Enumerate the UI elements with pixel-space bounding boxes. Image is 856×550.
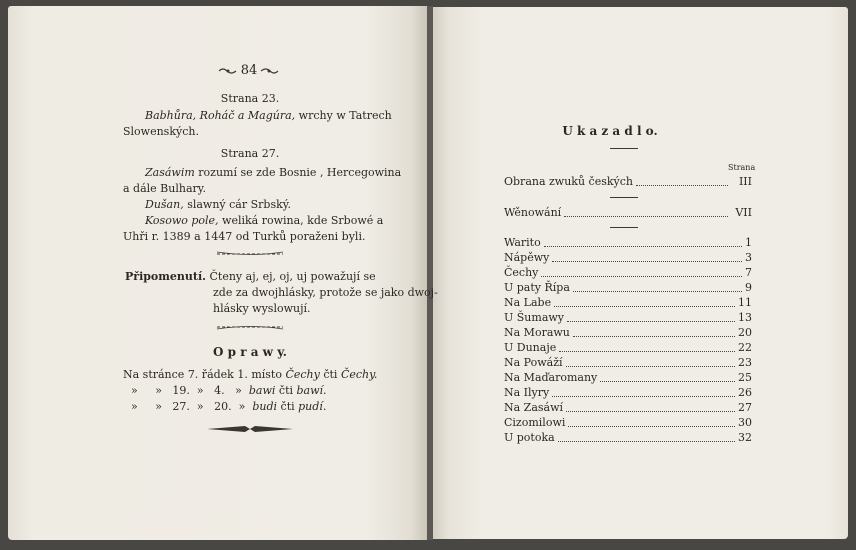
- note-27-l1-rest: rozumí se zde Bosnie , Hercegowina: [194, 166, 402, 179]
- divider-ornament-2-icon: [215, 323, 285, 331]
- toc-leader-dots: [567, 321, 735, 322]
- toc-entry-page: 27: [738, 401, 752, 414]
- toc-entry-label: Čechy: [504, 266, 539, 279]
- rule-after-obrana: [610, 197, 638, 198]
- toc-entry-label: Obrana zwuků českých: [504, 175, 633, 188]
- toc-entry-page: III: [738, 175, 752, 188]
- errata-2-d: bawí.: [296, 384, 327, 397]
- toc-leader-dots: [636, 185, 728, 186]
- toc-entry-label: Cizomilowi: [504, 416, 566, 429]
- index-title: U k a z a d l o.: [562, 124, 658, 138]
- toc-entry-page: 11: [738, 296, 752, 309]
- note-27-l3-italic: Dušan,: [145, 198, 184, 211]
- errata-line-3: [131, 400, 326, 413]
- note-27-line-5: Uhři r. 1389 a 1447 od Turků poraženi byli.: [123, 230, 366, 243]
- toc-entry-label: U Dunaje: [504, 341, 557, 354]
- note-27-line-3: [145, 198, 291, 211]
- divider-ornament-1-icon: [215, 250, 285, 258]
- toc-entry-page: 26: [738, 386, 752, 399]
- toc-entry-label: Na Maďaromany: [504, 371, 598, 384]
- toc-leader-dots: [559, 351, 735, 352]
- toc-leader-dots: [600, 381, 735, 382]
- end-ornament-icon: [205, 424, 295, 434]
- toc-entry-label: Na Powáží: [504, 356, 563, 369]
- toc-entry-page: 23: [738, 356, 752, 369]
- errata-3-b: budi: [252, 400, 278, 413]
- toc-entry-page: 20: [738, 326, 752, 339]
- toc-entry-label: U potoka: [504, 431, 555, 444]
- errata-line-2: [131, 384, 327, 397]
- note-23-italic: Babhůra, Roháč a Magúra,: [145, 109, 296, 122]
- errata-3-d: pudí.: [298, 400, 327, 413]
- toc-entry-label: U Šumawy: [504, 311, 565, 324]
- toc-entry-page: 13: [738, 311, 752, 324]
- note-27-l1-italic: Zasáwim: [145, 166, 195, 179]
- toc-leader-dots: [573, 336, 735, 337]
- errata-3-c: čti: [277, 400, 299, 413]
- errata-1-c: čti: [319, 368, 341, 381]
- note-23-line-2: Slowenských.: [123, 125, 199, 138]
- note-27-l4-rest: weliká rowina, kde Srbowé a: [218, 214, 384, 227]
- toc-leader-dots: [554, 306, 735, 307]
- rule-after-wenowani: [610, 227, 638, 228]
- title-rule: [610, 148, 638, 149]
- remark-label: Připomenutí.: [125, 270, 206, 283]
- toc-entry-page: VII: [735, 206, 752, 219]
- toc-leader-dots: [573, 291, 742, 292]
- errata-1-d: Čechy.: [340, 368, 378, 381]
- toc-entry-page: 25: [738, 371, 752, 384]
- toc-entry-label: Nápěwy: [504, 251, 550, 264]
- ornament-right-icon: [259, 67, 279, 75]
- toc-entry-page: 30: [738, 416, 752, 429]
- remark-text-1: Čteny aj, ej, oj, uj powažují se: [206, 270, 376, 283]
- remark-line-3: hlásky wyslowují.: [213, 302, 311, 315]
- note-27-line-4: [145, 214, 383, 227]
- toc-entry-page: 3: [745, 251, 752, 264]
- note-27-line-1: [145, 166, 401, 179]
- toc-leader-dots: [552, 396, 735, 397]
- toc-entry-page: 9: [745, 281, 752, 294]
- toc-entry-label: Na Morawu: [504, 326, 570, 339]
- book-gutter: [427, 6, 433, 540]
- note-27-l4-italic: Kosowo pole,: [145, 214, 219, 227]
- toc-leader-dots: [564, 216, 728, 217]
- errata-3-a: » » 27. » 20. »: [131, 400, 253, 413]
- toc-leader-dots: [566, 366, 735, 367]
- errata-2-a: » » 19. » 4. »: [131, 384, 249, 397]
- remark-line-2: zde za dwojhlásky, protože se jako dwoj-: [213, 286, 438, 299]
- errata-1-b: Čechy: [285, 368, 320, 381]
- ornament-left-icon: [218, 67, 238, 75]
- page-column-label: Strana: [728, 163, 756, 172]
- section-heading-23: Strana 23.: [220, 92, 280, 105]
- toc-entry-label: Warito: [504, 236, 541, 249]
- errata-2-b: bawi: [248, 384, 276, 397]
- toc-leader-dots: [566, 411, 735, 412]
- toc-leader-dots: [544, 246, 742, 247]
- page-number: 84: [240, 63, 258, 78]
- errata-line-1: [123, 368, 377, 381]
- note-27-l3-rest: slawný cár Srbský.: [183, 198, 292, 211]
- toc-leader-dots: [558, 441, 735, 442]
- toc-leader-dots: [541, 276, 742, 277]
- toc-leader-dots: [552, 261, 742, 262]
- note-23-line-1: [145, 109, 392, 122]
- remark-line-1: [125, 270, 376, 283]
- toc-entry-page: 1: [745, 236, 752, 249]
- errata-title: O p r a w y.: [213, 345, 287, 359]
- errata-1-a: Na stránce 7. řádek 1. místo: [123, 368, 286, 381]
- toc-entry-page: 7: [745, 266, 752, 279]
- right-page: [432, 7, 848, 539]
- toc-entry-label: U paty Řípa: [504, 281, 570, 294]
- toc-entry-page: 22: [738, 341, 752, 354]
- note-23-rest: wrchy w Tatrech: [295, 109, 392, 122]
- section-heading-27: Strana 27.: [220, 147, 280, 160]
- note-27-line-2: a dále Bulhary.: [123, 182, 207, 195]
- toc-entry-label: Na Zasáwí: [504, 401, 564, 414]
- toc-entry-label: Na Labe: [504, 296, 552, 309]
- toc-entry-label: Na Ilyry: [504, 386, 550, 399]
- errata-2-c: čti: [275, 384, 297, 397]
- toc-entry-label: Wěnowání: [504, 206, 562, 219]
- toc-leader-dots: [568, 426, 735, 427]
- toc-entry-page: 32: [738, 431, 752, 444]
